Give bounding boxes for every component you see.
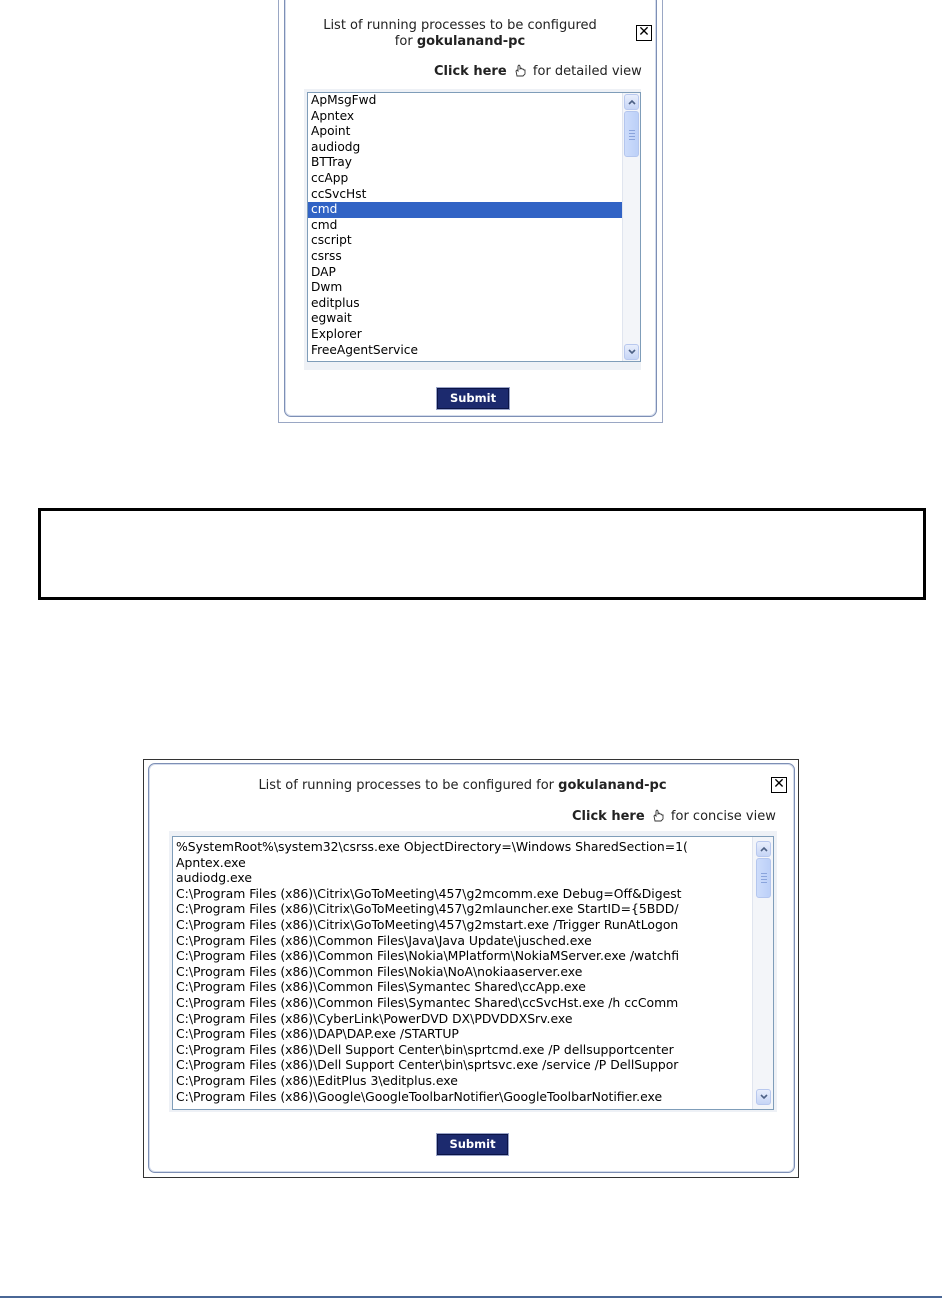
process-listbox[interactable] xyxy=(172,836,774,1110)
list-item[interactable]: csrss xyxy=(311,248,342,263)
concise-view-link-row xyxy=(572,809,776,824)
scroll-down-button[interactable] xyxy=(624,344,639,360)
scroll-up-button[interactable] xyxy=(756,841,771,857)
chevron-down-icon xyxy=(760,1094,768,1100)
list-item[interactable]: C:\Program Files (x86)\CyberLink\PowerDVD DX\PDVDDXSrv.exe xyxy=(176,1010,573,1026)
detailed-dialog xyxy=(148,763,795,1173)
click-here-link[interactable]: Click here xyxy=(434,64,507,79)
host-name: gokulanand-pc xyxy=(558,778,667,793)
footer-rule xyxy=(0,1296,942,1298)
scroll-thumb[interactable] xyxy=(624,111,639,157)
concise-view-text: for concise view xyxy=(670,809,776,824)
close-button[interactable]: ✕ xyxy=(771,777,787,793)
concise-dialog xyxy=(284,0,657,417)
detailed-dialog-title xyxy=(149,778,776,794)
list-item[interactable]: C:\Program Files (x86)\Citrix\GoToMeeting\457\g2mstart.exe /Trigger RunAtLogon xyxy=(176,916,679,932)
list-item[interactable]: audiodg.exe xyxy=(176,870,252,886)
title-prefix: for xyxy=(394,34,413,49)
host-name: gokulanand-pc xyxy=(416,34,526,49)
chevron-up-icon xyxy=(760,846,768,852)
list-item[interactable]: C:\Program Files (x86)\Citrix\GoToMeeting\457\g2mlauncher.exe StartID={5BDD/ xyxy=(176,901,679,917)
chevron-down-icon xyxy=(628,349,636,355)
list-item[interactable]: C:\Program Files (x86)\Common Files\Nokia\NoA\nokiaaserver.exe xyxy=(176,963,583,979)
list-item[interactable]: DAP xyxy=(311,264,336,279)
list-item[interactable]: Apntex xyxy=(311,108,355,123)
title-prefix: List of running processes to be configured for xyxy=(258,778,555,793)
list-item[interactable]: Apntex.exe xyxy=(176,854,246,870)
concise-dialog-title xyxy=(295,18,625,50)
scrollbar[interactable] xyxy=(752,837,773,1109)
list-item[interactable]: C:\Program Files (x86)\DAP\DAP.exe /STARTUP xyxy=(176,1026,459,1042)
list-item[interactable]: cmd xyxy=(311,217,338,232)
list-item[interactable]: cscript xyxy=(311,233,352,248)
close-button[interactable]: ✕ xyxy=(636,25,652,41)
list-item[interactable]: Apoint xyxy=(311,124,351,139)
scroll-thumb[interactable] xyxy=(756,858,771,898)
list-item[interactable]: C:\Program Files (x86)\Common Files\Java\Java Update\jusched.exe xyxy=(176,932,592,948)
list-item[interactable]: C:\Program Files (x86)\Dell Support Center\bin\sprtsvc.exe /service /P DellSuppor xyxy=(176,1057,679,1073)
list-item[interactable]: C:\Program Files (x86)\Dell Support Center\bin\sprtcmd.exe /P dellsupportcenter xyxy=(176,1041,674,1057)
submit-button[interactable]: Submit xyxy=(437,388,509,409)
chevron-up-icon xyxy=(628,99,636,105)
hand-pointer-icon xyxy=(513,64,527,77)
detailed-view-text: for detailed view xyxy=(532,64,642,79)
list-item[interactable]: audiodg xyxy=(311,139,361,154)
list-item[interactable]: BTTray xyxy=(311,155,352,170)
list-item[interactable]: egwait xyxy=(311,311,352,326)
list-item[interactable]: Dwm xyxy=(311,280,343,295)
list-item[interactable]: ApMsgFwd xyxy=(311,93,377,107)
scroll-down-button[interactable] xyxy=(756,1089,771,1105)
list-item[interactable]: C:\Program Files (x86)\EditPlus 3\editplus.exe xyxy=(176,1072,458,1088)
list-item[interactable]: C:\Program Files (x86)\Common Files\Symantec Shared\ccApp.exe xyxy=(176,979,586,995)
submit-button[interactable]: Submit xyxy=(437,1134,508,1155)
list-item[interactable]: C:\Program Files (x86)\Citrix\GoToMeeting\457\g2mcomm.exe Debug=Off&Digest xyxy=(176,885,682,901)
list-item[interactable]: C:\Program Files (x86)\Google\GoogleToolbarNotifier\GoogleToolbarNotifier.exe xyxy=(176,1088,663,1104)
list-item[interactable]: Explorer xyxy=(311,326,362,341)
list-item[interactable]: ccSvcHst xyxy=(311,186,367,201)
list-item[interactable]: ccApp xyxy=(311,170,349,185)
list-item[interactable]: FreeAgentService xyxy=(311,342,418,357)
process-listbox[interactable] xyxy=(307,92,641,362)
list-item[interactable]: editplus xyxy=(311,295,360,310)
click-here-link[interactable]: Click here xyxy=(572,809,645,824)
list-item[interactable]: cmd xyxy=(308,202,622,218)
scrollbar[interactable] xyxy=(622,93,640,361)
title-line1: List of running processes to be configured xyxy=(323,18,597,33)
scroll-up-button[interactable] xyxy=(624,94,639,110)
detailed-view-link-row xyxy=(434,64,642,79)
list-item[interactable]: C:\Program Files (x86)\Common Files\Nokia\MPlatform\NokiaMServer.exe /watchfi xyxy=(176,948,680,964)
list-item[interactable]: %SystemRoot%\system32\csrss.exe ObjectDirectory=\Windows SharedSection=1( xyxy=(176,839,688,854)
hand-pointer-icon xyxy=(651,809,665,822)
list-item[interactable]: C:\Program Files (x86)\Common Files\Symantec Shared\ccSvcHst.exe /h ccComm xyxy=(176,994,679,1010)
blank-note-box xyxy=(38,508,926,600)
